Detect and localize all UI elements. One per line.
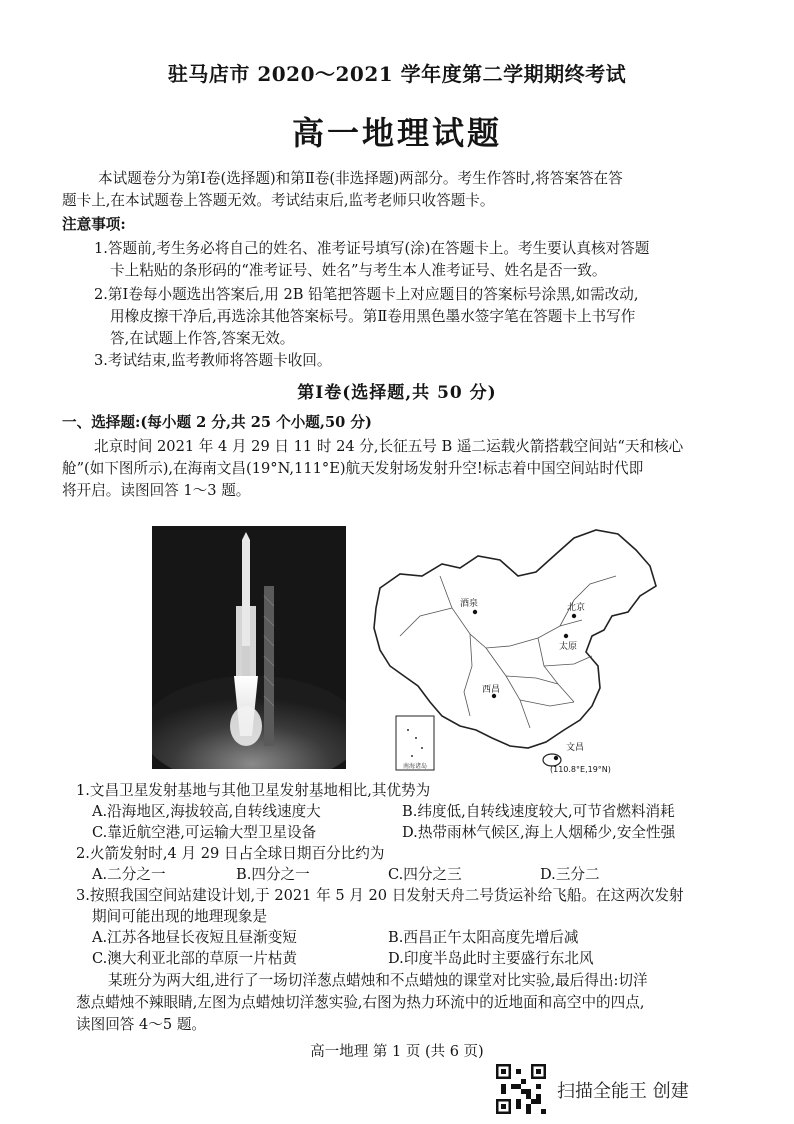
q2-option-d: D.三分二 xyxy=(540,866,600,883)
taiyuan-marker xyxy=(564,634,568,638)
q1-option-c: C.靠近航空港,可运输大型卫星设备 xyxy=(92,824,317,841)
passage2-line-2: 葱点蜡烛不辣眼睛,左图为点蜡烛切洋葱实验,右图为热力环流中的近地面和高空中的四点, xyxy=(76,994,645,1011)
china-map xyxy=(360,516,670,778)
passage-line-2: 舱”(如下图所示),在海南文昌(19°N,111°E)航天发射场发射升空!标志着中国空间站时代即 xyxy=(62,460,644,477)
wenchang-coord: (110.8°E,19°N) xyxy=(550,765,611,774)
section-title: 第Ⅰ卷(选择题,共 50 分) xyxy=(297,383,497,403)
xichang-label: 西昌 xyxy=(482,685,501,695)
scanner-watermark: 扫描全能王 创建 xyxy=(557,1081,689,1102)
inset-label: 南海诸岛 xyxy=(402,763,428,770)
q3-stem-line-2: 期间可能出现的地理现象是 xyxy=(92,908,268,925)
subject-title: 高一地理试题 xyxy=(291,114,502,152)
q1-option-a: A.沿海地区,海拔较高,自转线速度大 xyxy=(92,803,321,820)
notice-3-line-1: 3.考试结束,监考教师将答题卡收回。 xyxy=(94,352,332,369)
passage-line-1: 北京时间 2021 年 4 月 29 日 11 时 24 分,长征五号 B 遥二运载火箭搭载空间站“天和核心 xyxy=(94,438,684,455)
notice-2-line-2: 用橡皮擦干净后,再选涂其他答案标号。第Ⅱ卷用黑色墨水签字笔在答题卡上书写作 xyxy=(110,308,636,325)
q3-option-b: B.西昌正午太阳高度先增后减 xyxy=(388,929,579,946)
beijing-marker xyxy=(572,614,576,618)
q2-option-b: B.四分之一 xyxy=(236,866,310,883)
part1-heading: 一、选择题:(每小题 2 分,共 25 个小题,50 分) xyxy=(62,414,372,431)
rocket-launch-photo xyxy=(152,526,346,769)
notice-2-line-3: 答,在试题上作答,答案无效。 xyxy=(110,330,295,347)
q1-stem: 1.文昌卫星发射基地与其他卫星发射基地相比,其优势为 xyxy=(76,782,431,799)
jiuquan-label: 酒泉 xyxy=(460,599,479,609)
q2-option-c: C.四分之三 xyxy=(388,866,462,883)
qr-code-icon xyxy=(496,1064,546,1114)
wenchang-marker xyxy=(554,756,558,760)
q3-option-a: A.江苏各地昼长夜短且昼渐变短 xyxy=(92,929,297,946)
q1-option-d: D.热带雨林气候区,海上人烟稀少,安全性强 xyxy=(402,824,676,841)
notice-heading: 注意事项: xyxy=(62,216,126,233)
jiuquan-marker xyxy=(473,610,477,614)
q1-option-b: B.纬度低,自转线速度较大,可节省燃料消耗 xyxy=(402,803,675,820)
intro-line-1: 本试题卷分为第Ⅰ卷(选择题)和第Ⅱ卷(非选择题)两部分。考生作答时,将答案答在答 xyxy=(98,170,623,187)
beijing-label: 北京 xyxy=(567,603,586,613)
intro-line-2: 题卡上,在本试题卷上答题无效。考试结束后,监考老师只收答题卡。 xyxy=(62,192,495,209)
passage-line-3: 将开启。读图回答 1～3 题。 xyxy=(62,482,251,499)
q2-stem: 2.火箭发射时,4 月 29 日占全球日期百分比约为 xyxy=(76,845,385,862)
notice-1-line-2: 卡上粘贴的条形码的“准考证号、姓名”与考生本人准考证号、姓名是否一致。 xyxy=(110,262,607,279)
page-footer: 高一地理 第 1 页 (共 6 页) xyxy=(310,1044,484,1060)
notice-1-line-1: 1.答题前,考生务必将自己的姓名、准考证号填写(涂)在答题卡上。考生要认真核对答题 xyxy=(94,240,650,257)
q3-option-d: D.印度半岛此时主要盛行东北风 xyxy=(388,950,594,967)
exam-title: 驻马店市 2020～2021 学年度第二学期期终考试 xyxy=(167,62,627,86)
passage2-line-3: 读图回答 4～5 题。 xyxy=(76,1016,207,1033)
passage2-line-1: 某班分为两大组,进行了一场切洋葱点蜡烛和不点蜡烛的课堂对比实验,最后得出:切洋 xyxy=(108,972,648,989)
taiyuan-label: 太原 xyxy=(559,642,578,652)
q3-option-c: C.澳大利亚北部的草原一片枯黄 xyxy=(92,950,298,967)
notice-2-line-1: 2.第Ⅰ卷每小题选出答案后,用 2B 铅笔把答题卡上对应题目的答案标号涂黑,如需改动, xyxy=(94,286,639,303)
q3-stem-line-1: 3.按照我国空间站建设计划,于 2021 年 5 月 20 日发射天舟二号货运补给飞船。在这两次发射 xyxy=(76,887,684,904)
q2-option-a: A.二分之一 xyxy=(92,866,166,883)
wenchang-label: 文昌 xyxy=(566,743,585,753)
